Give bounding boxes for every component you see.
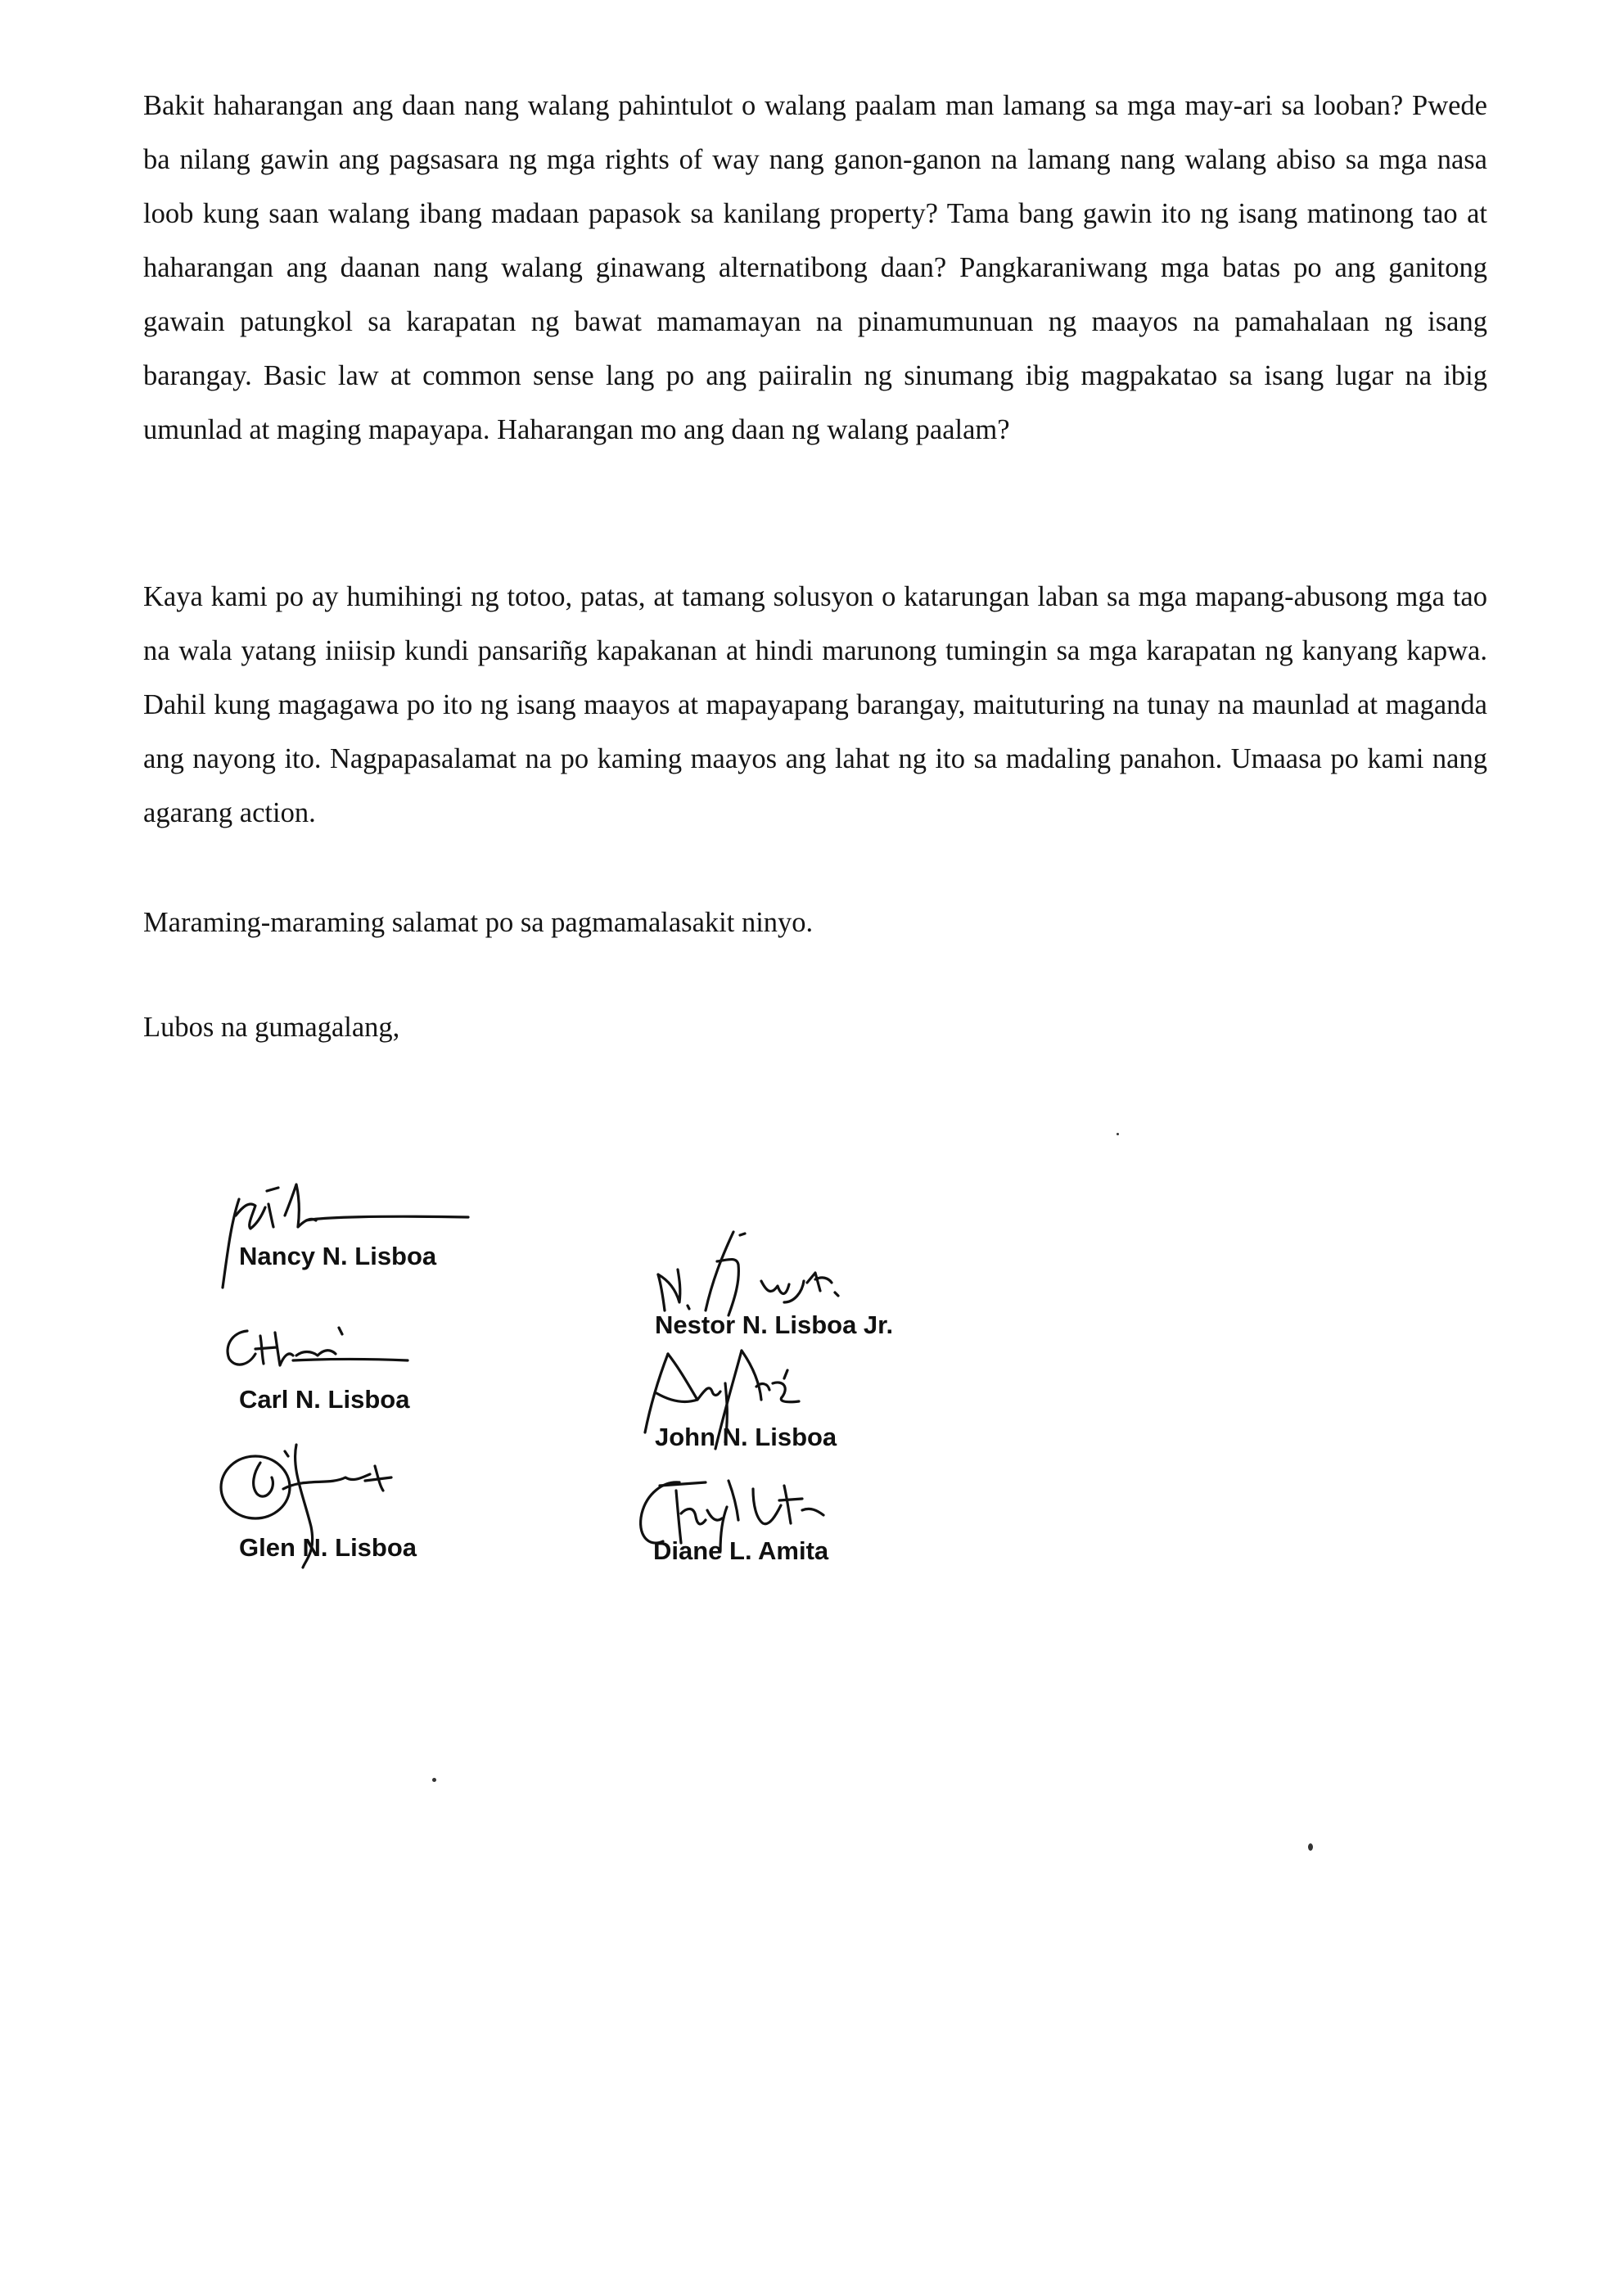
signature-block-glen [214, 1445, 558, 1562]
body-paragraph-1: Bakit haharangan ang daan nang walang pahintulot o walang paalam man lamang sa mga may-ari sa looban? Pwede ba nilang gawin ang pagsasara ng mga rights of way nang ganon-ganon na lamang nang walang abiso sa mga nasa loob kung saan walang ibang madaan papasok sa kanilang property? Tama bang gawin ito ng isang matinong tao at haharangan ang daanan nang walang ginawang alternatibong daan? Pangkaraniwang mga batas po ang ganitong gawain patungkol sa karapatan ng bawat mamamayan na pinamumunuan ng maayos na pamahalaan ng isang barangay. Basic law at common sense lang po ang paiiralin ng sinumang ibig magpakatao sa isang lugar na ibig umunlad at maging mapayapa. Haharangan mo ang daan ng walang paalam? [143, 90, 1487, 445]
closing-line: Lubos na gumagalang, [143, 1012, 400, 1043]
scan-speck [1308, 1843, 1313, 1851]
scan-speck [1116, 1133, 1119, 1135]
signature-block-nancy [214, 1183, 558, 1273]
signer-name: Nestor N. Lisboa Jr. [655, 1310, 894, 1339]
handwritten-signature-glen [214, 1445, 558, 1535]
signer-name: Diane L. Amita [653, 1536, 829, 1565]
signer-name: John N. Lisboa [655, 1423, 837, 1451]
signature-block-john [638, 1351, 982, 1451]
signature-block-diane [630, 1477, 974, 1568]
thanks-line: Maraming-maraming salamat po sa pagmamalasakit ninyo. [143, 907, 814, 938]
signature-block-carl [214, 1326, 558, 1416]
handwritten-signature-nestor [655, 1232, 999, 1322]
signer-name: Carl N. Lisboa [239, 1385, 410, 1414]
scan-speck [432, 1778, 436, 1782]
signature-block-nestor [655, 1232, 999, 1339]
signer-name: Nancy N. Lisboa [239, 1242, 437, 1270]
signer-name: Glen N. Lisboa [239, 1533, 417, 1562]
body-paragraph-2: Kaya kami po ay humihingi ng totoo, patas, at tamang solusyon o katarungan laban sa mga mapang-abusong mga tao na wala yatang iniisip kundi pansariñg kapakanan at hindi marunong tumingin sa mga karapatan ng kanyang kapwa. Dahil kung magagawa po ito ng isang maayos at mapayapang barangay, maituturing na tunay na maunlad at maganda ang nayong ito. Nagpapasalamat na po kaming maayos ang lahat ng ito sa madaling panahon. Umaasa po kami nang agarang action. [143, 581, 1487, 828]
